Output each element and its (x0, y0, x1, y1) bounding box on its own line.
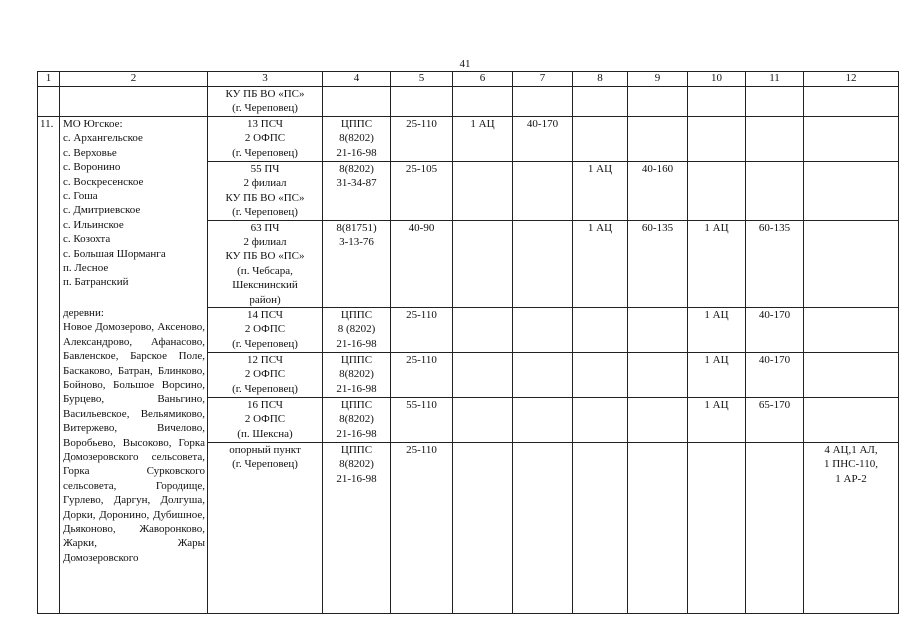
value-cell-c6: 1 АЦ (453, 117, 513, 162)
equipment-cell (804, 443, 899, 614)
value-cell-c8 (573, 117, 628, 162)
unit-line: КУ ПБ ВО «ПС» (225, 191, 305, 204)
unit-line: КУ ПБ ВО «ПС» (225, 88, 305, 100)
value-cell-c7 (513, 220, 573, 307)
unit-line: 2 ОФПС (244, 413, 286, 426)
header-cell: 3 (208, 72, 323, 87)
contact-line: ЦППС (340, 354, 373, 367)
unit-line: 2 филиал (243, 236, 287, 249)
header-cell: 2 (60, 72, 208, 87)
value-cell-c11: 65-170 (746, 398, 804, 443)
header-cell: 8 (573, 72, 628, 87)
contact-cell (323, 117, 391, 162)
value-cell-c5: 55-110 (391, 398, 453, 443)
contact-cell (323, 353, 391, 398)
unit-cell (208, 308, 323, 353)
contact-cell (323, 162, 391, 221)
value-cell-c6 (453, 443, 513, 614)
value-cell-c8 (573, 353, 628, 398)
value-cell-c9 (628, 443, 688, 614)
contact-line: ЦППС (340, 118, 373, 130)
value-cell-c8 (573, 398, 628, 443)
contact-line: ЦППС (340, 444, 373, 457)
unit-line: (п. Чебсара, (237, 264, 293, 277)
unit-cell (208, 353, 323, 398)
unit-line: 16 ПСЧ (247, 399, 283, 412)
unit-line: КУ ПБ ВО «ПС» (225, 250, 305, 263)
value-cell-c11: 40-170 (746, 308, 804, 353)
value-cell-c9 (628, 398, 688, 443)
contact-cell (323, 220, 391, 307)
contact-line: ЦППС (340, 309, 373, 322)
contact-line: 21-16-98 (336, 146, 377, 159)
value-cell-c10: 1 АЦ (688, 308, 746, 353)
unit-line: 2 ОФПС (244, 132, 286, 145)
equipment-cell (804, 117, 899, 162)
value-cell-c7 (513, 308, 573, 353)
value-cell-c7 (513, 162, 573, 221)
header-cell: 6 (453, 72, 513, 87)
value-cell-c7: 40-170 (513, 117, 573, 162)
value-cell-c8: 1 АЦ (573, 220, 628, 307)
header-cell: 11 (746, 72, 804, 87)
unit-line: 2 ОФПС (244, 323, 286, 336)
contact-cell (323, 308, 391, 353)
unit-line: 14 ПСЧ (247, 309, 283, 322)
value-cell-c9: 40-160 (628, 162, 688, 221)
value-cell-c10 (688, 162, 746, 221)
value-cell-c10 (688, 117, 746, 162)
unit-line: (г. Череповец) (232, 206, 298, 219)
value-cell-c5: 25-110 (391, 308, 453, 353)
unit-line: (п. Шексна) (237, 427, 293, 440)
municipality-cell (60, 117, 208, 614)
contact-line: 21-16-98 (336, 337, 377, 350)
value-cell-c10: 1 АЦ (688, 398, 746, 443)
value-cell-c5: 25-110 (391, 353, 453, 398)
value-cell-c11 (746, 443, 804, 614)
header-cell: 4 (323, 72, 391, 87)
unit-line: 2 ОФПС (244, 368, 286, 381)
contact-cell (323, 443, 391, 614)
value-cell-c6 (453, 220, 513, 307)
contact-line: 31-34-87 (336, 177, 377, 190)
value-cell-c9 (628, 117, 688, 162)
unit-line: 12 ПСЧ (247, 354, 283, 367)
contact-line: 8(8202) (339, 413, 374, 426)
equipment-cell (804, 308, 899, 353)
equipment-cell (804, 220, 899, 307)
value-cell-c10: 1 АЦ (688, 353, 746, 398)
equipment-line: 1 АР-2 (835, 472, 867, 485)
equipment-line: 4 АЦ,1 АЛ, (824, 444, 878, 457)
value-cell-c5: 40-90 (391, 220, 453, 307)
contact-line: 8(8202) (339, 163, 374, 175)
contact-line: 8(81751) (336, 221, 377, 234)
unit-line: 63 ПЧ (250, 221, 280, 234)
settlements-list: МО Югское: с. Архангельское с. Верховье с. Воронино с. Воскресенское с. Гоша с. Дмитриевское с. Ильинское с. Козохта с. Большая Шорманга п. Лесное п. Батранский (63, 118, 166, 289)
fire-units-table (37, 71, 899, 614)
value-cell-c10 (688, 443, 746, 614)
header-cell: 5 (391, 72, 453, 87)
value-cell-c9 (628, 353, 688, 398)
unit-line: опорный пункт (229, 444, 301, 457)
contact-line: ЦППС (340, 399, 373, 412)
contact-line: 21-16-98 (336, 427, 377, 440)
equipment-line: 1 ПНС-110, (824, 458, 878, 471)
value-cell-c5: 25-105 (391, 162, 453, 221)
header-cell: 12 (804, 72, 899, 87)
header-cell: 9 (628, 72, 688, 87)
unit-line: район) (249, 293, 281, 306)
contact-line: 8(8202) (339, 458, 374, 471)
table-row (38, 117, 899, 162)
value-cell-c9 (628, 308, 688, 353)
unit-line: (г. Череповец) (232, 458, 298, 471)
value-cell-c6 (453, 398, 513, 443)
section-number: 11. (38, 117, 60, 614)
unit-line: (г. Череповец) (232, 102, 298, 115)
value-cell-c11: 60-135 (746, 220, 804, 307)
unit-line: Шекснинский (232, 279, 298, 292)
value-cell-c11: 40-170 (746, 353, 804, 398)
contact-line: 8(8202) (339, 132, 374, 145)
unit-line: (г. Череповец) (232, 146, 298, 159)
contact-line: 21-16-98 (336, 382, 377, 395)
contact-line: 8(8202) (339, 368, 374, 381)
header-cell: 1 (38, 72, 60, 87)
header-cell: 7 (513, 72, 573, 87)
continuation-row (38, 87, 899, 117)
unit-cell (208, 117, 323, 162)
value-cell-c6 (453, 308, 513, 353)
unit-cell (208, 443, 323, 614)
value-cell-c7 (513, 353, 573, 398)
value-cell-c9: 60-135 (628, 220, 688, 307)
villages-list: Новое Домозерово, Аксеново, Александрово, Афанасово, Бавленское, Барское Поле, Баскаково, Батран, Блинково, Бойново, Большое Ворсино, Бурцево, Ваньгино, Васильевское, Вельямиково, Витержево, Вичелово, Воробьево, Высоково, Горка Домозеровского сельсовета, Горка Сурковского сельсовета, Городище, Гурлево, Даргун, Долгуша, Дорки, Доронино, Дубишное, Дьяконово, Жаворонково, Жарки, Жары Домозеровского (63, 321, 205, 564)
contact-cell (323, 398, 391, 443)
value-cell-c7 (513, 443, 573, 614)
value-cell-c11 (746, 117, 804, 162)
contact-line: 21-16-98 (336, 472, 377, 485)
unit-cell (208, 87, 323, 117)
value-cell-c6 (453, 162, 513, 221)
unit-cell (208, 398, 323, 443)
value-cell-c11 (746, 162, 804, 221)
unit-line: (г. Череповец) (232, 337, 298, 350)
unit-line: 55 ПЧ (250, 163, 280, 175)
value-cell-c8 (573, 443, 628, 614)
contact-line: 8 (8202) (337, 323, 376, 336)
page-number: 41 (459, 58, 471, 70)
equipment-cell (804, 162, 899, 221)
unit-cell (208, 220, 323, 307)
value-cell-c5: 25-110 (391, 117, 453, 162)
value-cell-c7 (513, 398, 573, 443)
villages-title: деревни: (63, 306, 104, 319)
value-cell-c5: 25-110 (391, 443, 453, 614)
value-cell-c8: 1 АЦ (573, 162, 628, 221)
header-cell: 10 (688, 72, 746, 87)
header-row (38, 72, 899, 87)
value-cell-c6 (453, 353, 513, 398)
value-cell-c8 (573, 308, 628, 353)
value-cell-c10: 1 АЦ (688, 220, 746, 307)
unit-line: 13 ПСЧ (247, 118, 283, 130)
unit-cell (208, 162, 323, 221)
contact-line: 3-13-76 (339, 236, 374, 249)
unit-line: 2 филиал (243, 177, 287, 190)
equipment-cell (804, 353, 899, 398)
equipment-cell (804, 398, 899, 443)
unit-line: (г. Череповец) (232, 382, 298, 395)
